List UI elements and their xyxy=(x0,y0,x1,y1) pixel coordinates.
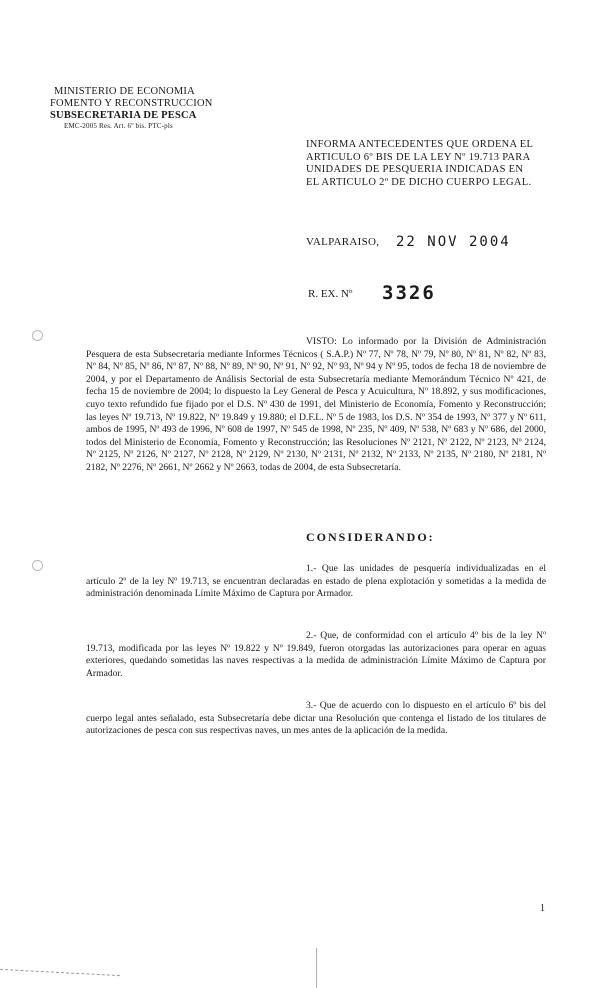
ministry-header xyxy=(50,86,213,131)
ministry-line-1: MINISTERIO DE ECONOMIA xyxy=(54,86,195,97)
considerando-2 xyxy=(86,630,546,680)
punch-hole-top xyxy=(32,330,43,341)
considerando-heading: CONSIDERANDO: xyxy=(306,530,435,544)
ref-code: EMC-2005 Res. Art. 6º bis. PTC-pls xyxy=(64,122,173,130)
resolution-label: R. EX. Nº xyxy=(308,288,353,300)
considerando-1 xyxy=(86,563,546,601)
subject-block xyxy=(306,139,533,189)
subject-line-1: INFORMA ANTECEDENTES QUE ORDENA EL xyxy=(306,139,534,150)
considerando-1-text: 1.- Que las unidades de pesquería individualizadas en el artículo 2º de la ley Nº 19.713, se encuentran declaradas en estado de plena explotación y sometidas a la medida de administración denominada Límite Máximo de Captura por Armador. xyxy=(86,563,546,600)
subject-line-3: UNIDADES DE PESQUERIA INDICADAS EN xyxy=(306,164,524,175)
subject-line-4: EL ARTICULO 2º DE DICHO CUERPO LEGAL. xyxy=(306,176,532,188)
page-number: 1 xyxy=(540,903,545,914)
punch-hole-bottom xyxy=(32,560,43,571)
considerando-2-text: 2.- Que, de conformidad con el artículo 4º bis de la ley Nº 19.713, modificada por las leyes Nº 19.822 y Nº 19.849, fueron otorgadas las autorizaciones para operar en aguas exteriores, quedando sometidas las naves respectivas a la medida de administración Límite Máximo de Captura por Armador. xyxy=(86,630,546,679)
visto-lead: VISTO: xyxy=(306,336,337,347)
visto-text: Lo informado por la División de Administración Pesquera de esta Subsecretaría mediante Informes Técnicos ( S.A.P.) Nº 77, Nº 78, Nº 79, Nº 80, Nº 81, Nº 82, Nº 83, Nº 84, Nº 85, Nº 86, Nº 87, Nº 88, Nº 89, Nº 90, Nº 91, Nº 92, Nº 93, Nº 94 y Nº 95, todos de fecha 18 de noviembre de 2004, y por el Departamento de Análisis Sectorial de esta Subsecretaría mediante Memorándum Técnico Nº 421, de fecha 15 de noviembre de 2004; lo dispuesto la Ley General de Pesca y Acuicultura, Nº 18.892, y sus modificaciones, cuyo texto refundido fue fijado por el D.S. Nº 430 de 1991, del Ministerio de Economía, Fomento y Reconstrucción; las leyes Nº 19.713, Nº 19.822, Nº 19.849 y 19.880; el D.F.L. Nº 5 de 1983, los D.S. Nº 354 de 1993, Nº 377 y Nº 611, ambos de 1995, Nº 493 de 1996, Nº 608 de 1997, Nº 545 de 1998, Nº 235, Nº 409, Nº 538, Nº 683 y Nº 686, del 2000, todos del Ministerio de Economía, Fomento y Reconstrucción; las Resoluciones Nº 2121, Nº 2122, Nº 2123, Nº 2124, Nº 2125, Nº 2126, Nº 2127, Nº 2128, Nº 2129, Nº 2130, Nº 2131, Nº 2132, Nº 2133, Nº 2135, Nº 2180, Nº 2181, Nº 2182, Nº 2276, Nº 2661, Nº 2662 y Nº 2663, todas de 2004, de esta Subsecretaría. xyxy=(86,336,547,473)
date-stamp: 22 NOV 2004 xyxy=(396,234,511,250)
ministry-line-2: FOMENTO Y RECONSTRUCCION xyxy=(50,98,213,109)
considerando-3 xyxy=(86,700,546,738)
scan-dashed-mark xyxy=(0,969,120,976)
considerando-3-text: 3.- Que de acuerdo con lo dispuesto en el artículo 6º bis del cuerpo legal antes señalado, esta Subsecretaría debe dictar una Resolución que contenga el listado de los titulares de autorizaciones de pesca con sus respectivas naves, un mes antes de la aplicación de la medida. xyxy=(86,700,546,737)
resolution-number: 3326 xyxy=(382,282,436,304)
place-label: VALPARAISO, xyxy=(306,236,380,248)
subject-line-2: ARTICULO 6º BIS DE LA LEY Nº 19.713 PARA xyxy=(306,151,531,163)
scan-vertical-mark xyxy=(316,948,317,988)
visto-paragraph xyxy=(86,336,546,475)
subsecretaria-line: SUBSECRETARIA DE PESCA xyxy=(50,110,197,121)
